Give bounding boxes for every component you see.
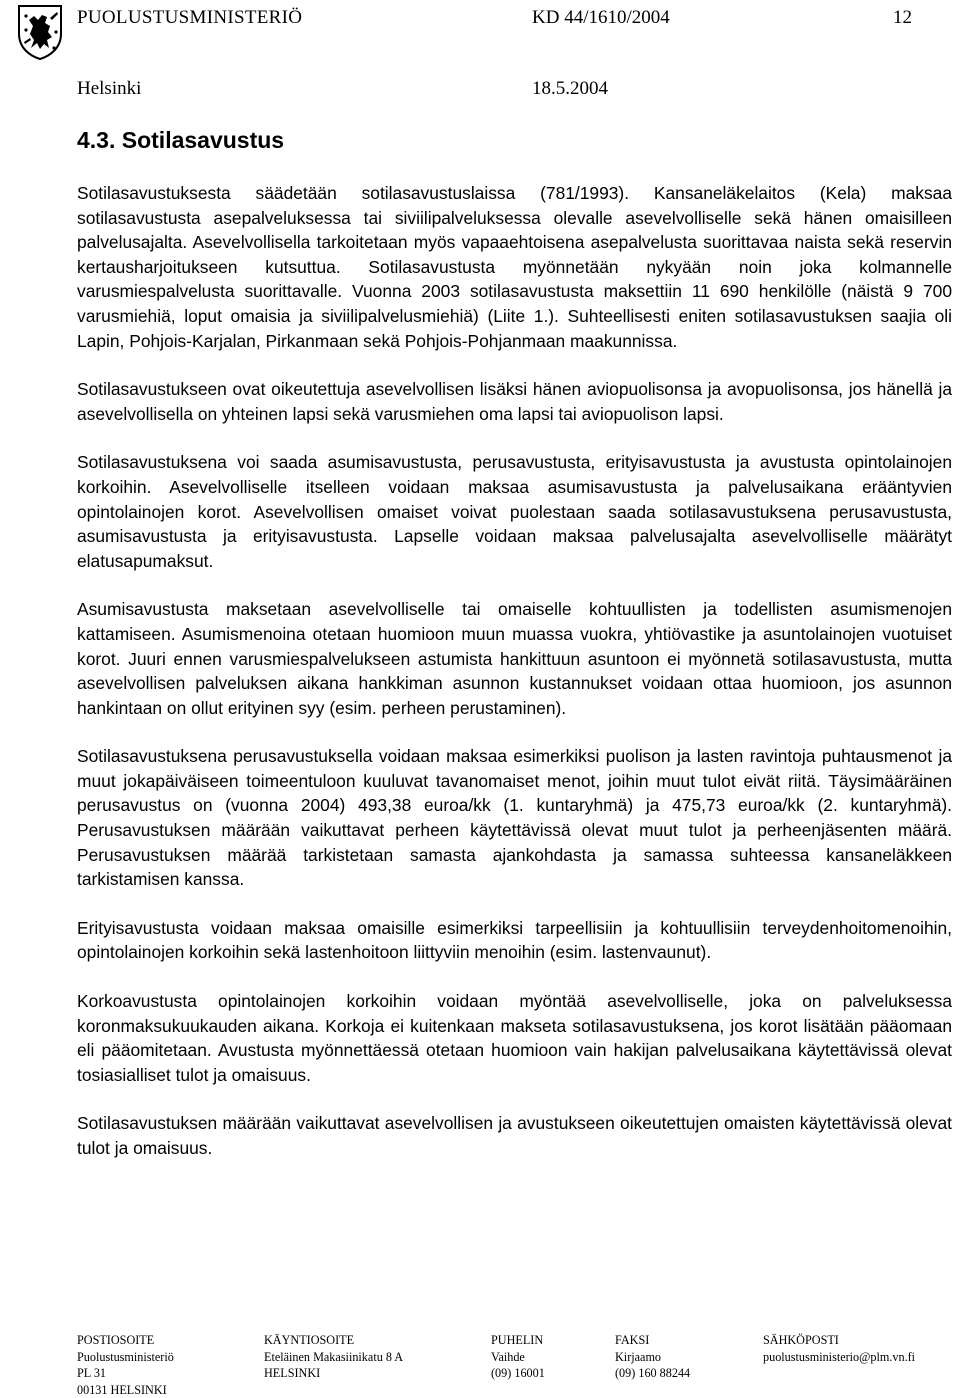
paragraph: Sotilasavustuksena voi saada asumisavustusta, perusavustusta, erityisavustusta ja avustusta opintolainojen korkoihin. Asevelvolliselle itselleen voidaan maksaa asumisavustusta ja palvelusaikana erääntyvien opintolainojen korot. Asevelvollisen omaiset voivat puolestaan saada sotilasavustuksena perusavustusta, asumisavustusta ja erityisavustusta. Lapselle voidaan maksaa palvelusajalta asevelvolliselle määrätyt elatusapumaksut. — [77, 452, 952, 571]
paragraph: Sotilasavustuksena perusavustuksella voidaan maksaa esimerkiksi puolison ja lasten ravintoja puhtausmenot ja muut jokapäiväiseen toimeentuloon kuuluvat tavanomaiset menot, joihin muut tulot eivät riitä. Täysimääräinen perusavustus on (vuonna 2004) 493,38 euroa/kk (1. kuntaryhmä) ja 475,73 euroa/kk (2. kuntaryhmä). Perusavustuksen määrään vaikuttavat perheen käytettävissä olevat muut tulot ja perheenjäsenten määrä. Perusavustuksen määrää tarkistetaan samasta ajankohdasta ja samassa suhteessa kansaneläkkeen tarkistamisen kanssa. — [77, 746, 952, 890]
footer-line: Kirjaamo — [615, 1349, 662, 1364]
document-reference: KD 44/1610/2004 — [532, 7, 670, 28]
coat-of-arms-logo — [16, 4, 64, 60]
body-text — [77, 181, 952, 1185]
footer-line: Puolustusministeriö — [77, 1349, 174, 1364]
paragraph: Sotilasavustuksesta säädetään sotilasavustuslaissa (781/1993). Kansaneläkelaitos (Kela) maksaa sotilasavustusta asepalveluksessa tai siviilipalveluksessa olevalle asevelvolliselle sekä hänen omaisilleen palvelusajalta. Asevelvollisella tarkoitetaan myös vapaaehtoisena asepalvelusta suorittavaa naista sekä reservin kertausharjoitukseen kutsuttua. Sotilasavustusta myönnetään nykyään noin joka kolmannelle varusmiespalvelusta suorittavalle. Vuonna 2003 sotilasavustusta maksettiin 11 690 henkilölle (näistä 9 700 varusmiehiä, loput omaisia ja siviilipalvelusmiehiä) (Liite 1.). Suhteellisesti eniten sotilasavustuksen saajia oli Lapin, Pohjois-Karjalan, Pirkanmaan sekä Pohjois-Pohjanmaan maakunnissa. — [77, 183, 952, 351]
footer-line: (09) 160 88244 — [615, 1366, 691, 1381]
footer-line: Vaihde — [491, 1349, 525, 1364]
footer-label: PUHELIN — [491, 1333, 544, 1347]
paragraph: Korkoavustusta opintolainojen korkoihin voidaan myöntää asevelvolliselle, joka on palveluksessa koronmaksukuukauden aikana. Korkoja ei kuitenkaan makseta sotilasavustuksena, jos korot lisätään pääomaan eli pääomitetaan. Avustusta myönnettäessä otetaan huomioon vain hakijan palvelusaikana käytettävissä olevat tosiasialliset tulot ja omaisuus. — [77, 991, 952, 1085]
footer-label: SÄHKÖPOSTI — [763, 1333, 839, 1347]
footer-line: 00131 HELSINKI — [77, 1382, 167, 1397]
footer-email-address[interactable]: puolustusministerio@plm.vn.fi — [763, 1349, 916, 1364]
document-date: 18.5.2004 — [532, 78, 608, 99]
paragraph: Sotilasavustuksen määrään vaikuttavat asevelvollisen ja avustukseen oikeutettujen omaisten käytettävissä olevat tulot ja omaisuus. — [77, 1113, 952, 1158]
footer-postal-address — [77, 1332, 174, 1398]
footer-line: Eteläinen Makasiinikatu 8 A — [264, 1349, 404, 1364]
page-number: 12 — [893, 7, 912, 28]
paragraph: Asumisavustusta maksetaan asevelvolliselle tai omaiselle kohtuullisten ja todellisten asumismenojen kattamiseen. Asumismenoina otetaan huomioon muun muassa vuokra, yhtiövastike ja asuntolainojen vuotuiset korot. Juuri ennen varusmiespalvelukseen astumista hankittuun asuntoon ei myönnetä sotilasavustusta, mutta asevelvollisen palveluksen aikana hankkiman asunnon kustannukset voidaan ottaa huomioon, jos asunnon hankintaan on ollut erityinen syy (esim. perheen perustaminen). — [77, 599, 952, 718]
footer-label: POSTIOSOITE — [77, 1333, 155, 1347]
footer-visiting-address — [264, 1332, 403, 1382]
document-city: Helsinki — [77, 78, 142, 99]
paragraph: Erityisavustusta voidaan maksaa omaisille esimerkiksi tarpeellisiin ja kohtuullisiin terveydenhoitomenoihin, opintolainojen korkoihin sekä lastenhoitoon liittyviin menoihin (esim. lastenvaunut). — [77, 917, 952, 963]
footer-email — [763, 1332, 915, 1365]
footer-line: (09) 16001 — [491, 1366, 545, 1381]
footer-label: KÄYNTIOSOITE — [264, 1333, 355, 1347]
footer-fax — [615, 1332, 690, 1382]
ministry-name: PUOLUSTUSMINISTERIÖ — [77, 7, 303, 28]
footer-phone — [491, 1332, 545, 1382]
footer-line: PL 31 — [77, 1366, 107, 1381]
footer-line: HELSINKI — [264, 1366, 321, 1381]
footer-label: FAKSI — [615, 1333, 650, 1347]
paragraph: Sotilasavustukseen ovat oikeutettuja asevelvollisen lisäksi hänen aviopuolisonsa ja avopuolisonsa, jos hänellä ja asevelvollisella on yhteinen lapsi sekä varusmiehen oma lapsi tai aviopuolison lapsi. — [77, 379, 952, 424]
section-heading: 4.3. Sotilasavustus — [77, 127, 285, 153]
